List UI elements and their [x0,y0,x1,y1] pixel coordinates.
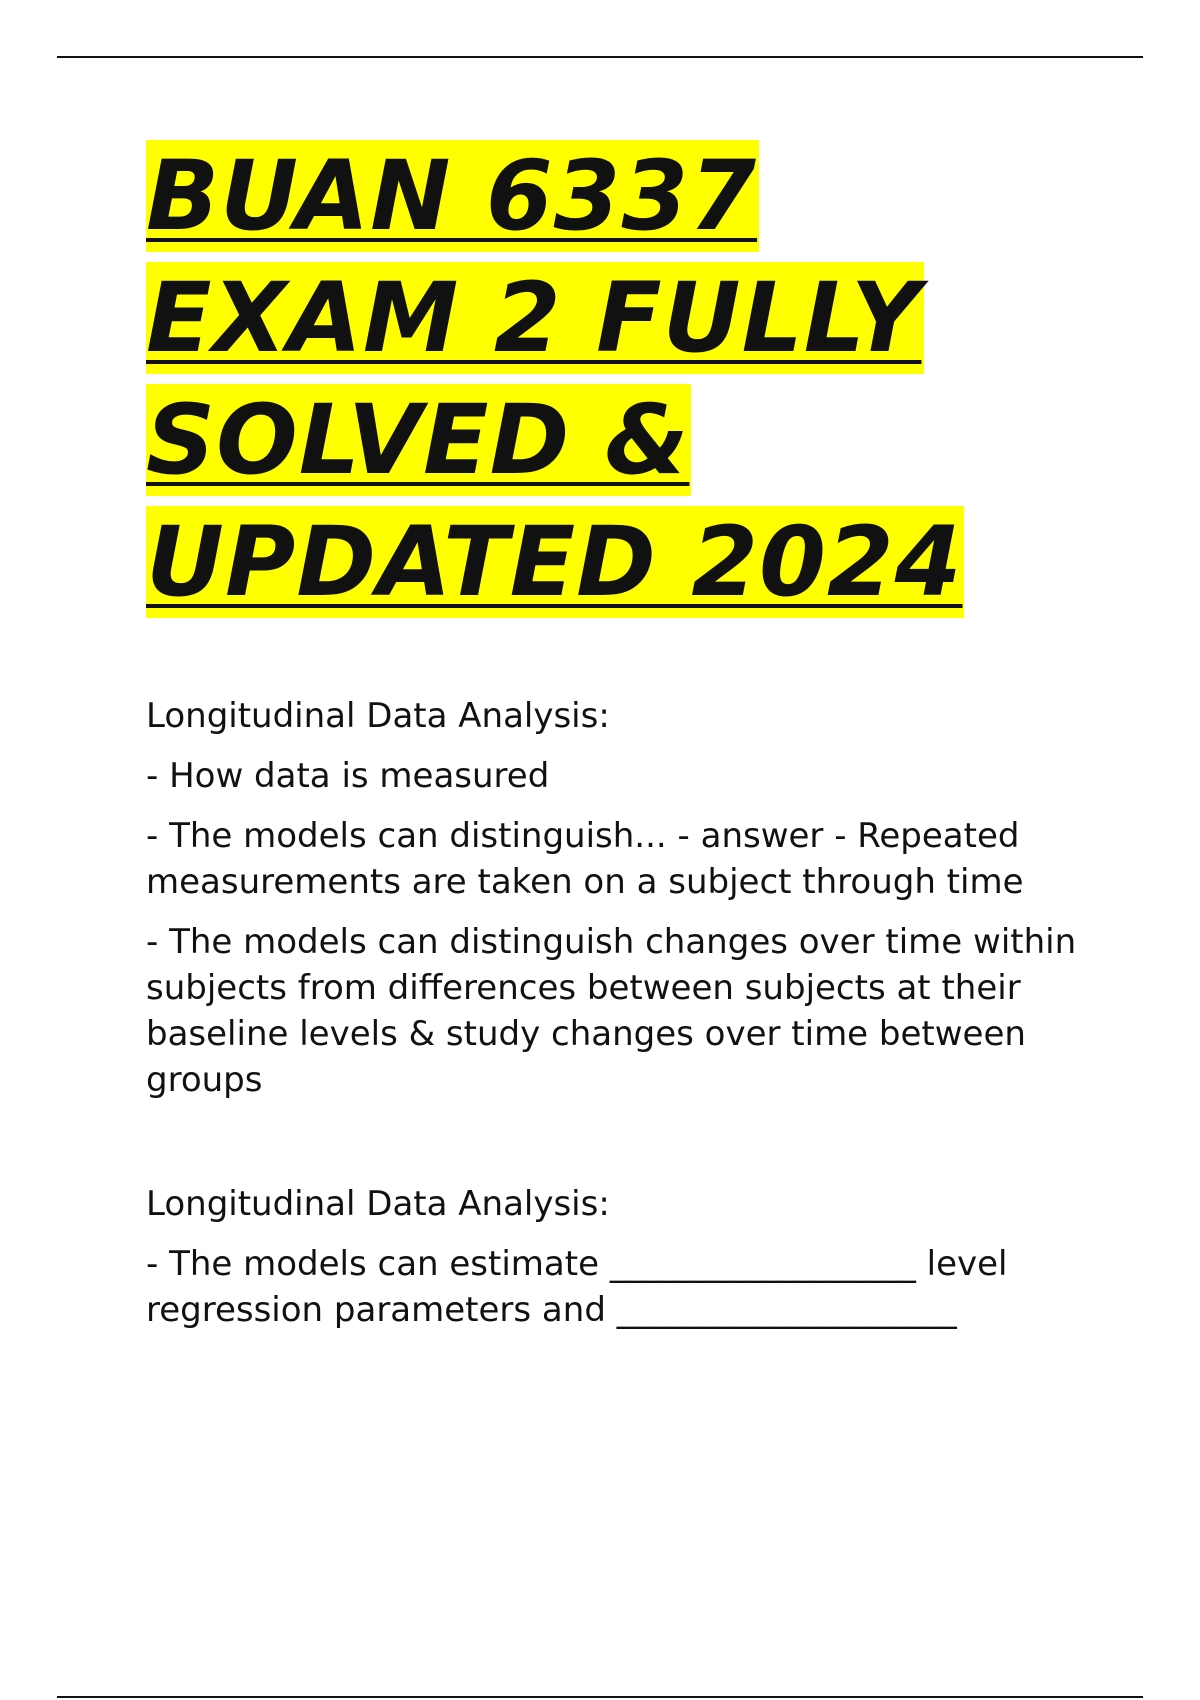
page-content [146,135,1086,1333]
title-line-text: EXAM 2 FULLY [146,262,922,374]
title-line [146,379,1086,501]
question-block-2 [146,1181,1086,1333]
title-line [146,257,1086,379]
question-block-1 [146,693,1086,1103]
question-item: - The models can estimate __________________ level regression parameters and ____________________ [146,1244,1008,1330]
question-item: - How data is measured [146,756,550,796]
bottom-rule [57,1696,1143,1698]
question-heading: Longitudinal Data Analysis: [146,1184,610,1224]
question-item: - The models can distinguish changes over time within subjects from differences between subjects at their baseline levels & study changes over time between groups [146,922,1077,1100]
document-title [146,135,1086,623]
question-heading: Longitudinal Data Analysis: [146,696,610,736]
title-line-text: SOLVED & [146,384,690,496]
title-line-text: BUAN 6337 [146,140,758,252]
top-rule [57,56,1143,58]
title-line-text: UPDATED 2024 [146,506,963,618]
question-item: - The models can distinguish... - answer - Repeated measurements are taken on a subject through time [146,816,1024,902]
title-line [146,501,1086,623]
title-line [146,135,1086,257]
